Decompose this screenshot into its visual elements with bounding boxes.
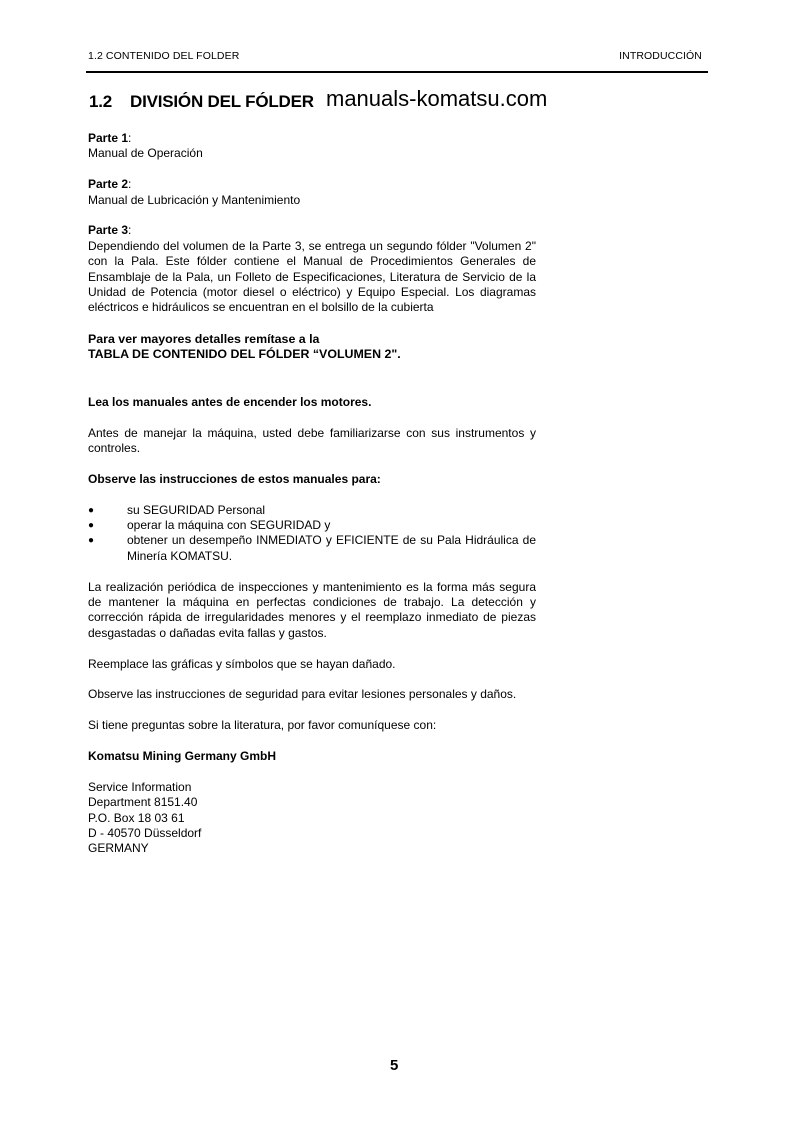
bullet-list — [88, 503, 536, 565]
list-item: ● obtener un desempeño INMEDIATO y EFICIENTE de su Pala Hidráulica de Minería KOMATSU. — [88, 533, 536, 563]
list-item: ● su SEGURIDAD Personal — [88, 502, 266, 517]
part-2-text: Manual de Lubricación y Mantenimiento — [88, 192, 301, 207]
header-section: INTRODUCCIÓN — [619, 50, 702, 62]
header-chapter: 1.2 CONTENIDO DEL FOLDER — [88, 50, 240, 62]
part-1-label: Parte 1: — [88, 131, 132, 145]
paragraph-replace: Reemplace las gráficas y símbolos que se hayan dañado. — [88, 656, 396, 671]
section-heading: DIVISIÓN DEL FÓLDER — [130, 92, 314, 111]
part-3-label: Parte 3: — [88, 223, 132, 238]
bullet-icon: ● — [88, 520, 95, 532]
paragraph-safety: Observe las instrucciones de seguridad para evitar lesiones personales y daños. — [88, 687, 517, 702]
read-text: Antes de manejar la máquina, usted debe familiarizarse con sus instrumentos y controles. — [88, 425, 536, 456]
part-3-text: Dependiendo del volumen de la Parte 3, se entrega un segundo fólder "Volumen 2" con la Pala. Este fólder contiene el Manual de Procedimientos Generales de Ensamblaje de la Pala, un Folleto de Especificaciones, Literatura de Servicio de la Unidad de Potencia (motor diesel o eléctrico) y Equipo Especial. Los diagramas eléctricos e hidráulicos se encuentran en el bolsillo de la cubierta — [88, 238, 536, 315]
contact-line: D - 40570 Düsseldorf — [88, 826, 202, 841]
contact-line: Department 8151.40 — [88, 795, 198, 810]
paragraph-maintenance: La realización periódica de inspecciones y mantenimiento es la forma más segura de mantener la máquina en perfectas condiciones de trabajo. La detección y corrección rápida de irregularidades menores y el reemplazo inmediato de piezas desgastadas o dañadas evita fallas y gastos. — [88, 579, 536, 640]
note-line-1: Para ver mayores detalles remítase a la — [88, 331, 320, 346]
running-header — [88, 50, 702, 64]
bullet-icon: ● — [88, 504, 95, 516]
observe-heading: Observe las instrucciones de estos manuales para: — [88, 471, 381, 486]
contact-line: GERMANY — [88, 841, 149, 856]
watermark: manuals-komatsu.com — [326, 86, 548, 111]
contact-company: Komatsu Mining Germany GmbH — [88, 749, 277, 764]
section-title — [89, 92, 314, 112]
document-body — [88, 131, 536, 857]
paragraph-contact-intro: Si tiene preguntas sobre la literatura, por favor comuníquese con: — [88, 718, 437, 733]
page-number: 5 — [390, 1057, 399, 1074]
read-heading: Lea los manuales antes de encender los motores. — [88, 394, 372, 409]
note-line-2: TABLA DE CONTENIDO DEL FÓLDER “VOLUMEN 2". — [88, 346, 401, 361]
list-item: ● operar la máquina con SEGURIDAD y — [88, 518, 331, 533]
bullet-icon: ● — [88, 535, 95, 547]
contact-line: P.O. Box 18 03 61 — [88, 810, 185, 825]
contact-line: Service Information — [88, 779, 192, 794]
part-1-text: Manual de Operación — [88, 146, 203, 161]
part-2-label: Parte 2: — [88, 177, 132, 192]
section-number: 1.2 — [89, 92, 113, 111]
header-divider — [86, 71, 708, 73]
